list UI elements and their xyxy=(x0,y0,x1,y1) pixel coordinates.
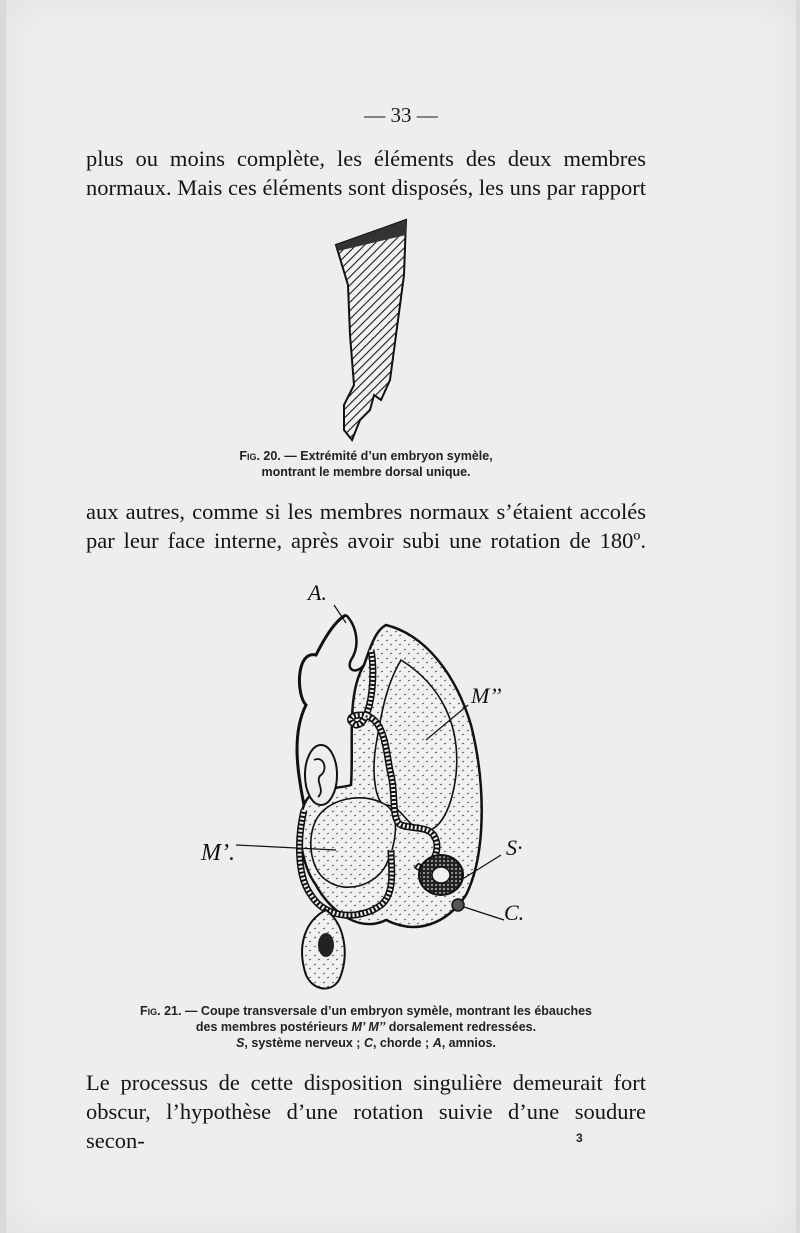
figure-21-caption-line3f: , amnios. xyxy=(441,1036,496,1050)
figure-21-drawing xyxy=(186,575,546,995)
figure-20-label: Fig. 20. xyxy=(239,449,281,463)
paragraph-bottom: Le processus de cette disposition singulière demeurait fort obscur, l’hypothèse d’une rotation suivie d’une soudure secon- xyxy=(86,1070,646,1153)
figure-21-label: Fig. 21. xyxy=(139,1004,182,1018)
figure-21-caption-line2a: des membres postérieurs xyxy=(195,1020,352,1034)
figure-21-caption-line3c: C xyxy=(363,1036,373,1050)
figure-21-caption-line1: — Coupe transversale d’un embryon symèle, montrant les ébauches xyxy=(184,1004,593,1018)
figure-20-drawing xyxy=(326,215,426,450)
page-number: — 33 — xyxy=(364,103,438,127)
signature-mark: 3 xyxy=(576,1131,583,1145)
figure-20-caption-line1: — Extrémité d’un embryon symèle, xyxy=(284,449,493,463)
paragraph-top: plus ou moins complète, les éléments des deux membres normaux. Mais ces éléments sont disposés, les uns par rapport xyxy=(86,146,646,200)
book-page xyxy=(6,0,796,1233)
figure-21-caption xyxy=(106,1003,626,1051)
figure-21-label-m1: M’. xyxy=(201,840,235,866)
figure-21-caption-line2c: dorsalement redressées. xyxy=(385,1020,537,1034)
figure-21-caption-line3a: S xyxy=(236,1036,245,1050)
figure-21-caption-line3e: A xyxy=(432,1036,442,1050)
figure-21-label-m2: M’’ xyxy=(471,683,502,708)
figure-20-caption-line2: montrant le membre dorsal unique. xyxy=(261,465,471,479)
figure-21-caption-line3b: , système nerveux ; xyxy=(244,1036,364,1050)
paragraph-middle: aux autres, comme si les membres normaux s’étaient accolés par leur face interne, après avoir subi une rotation de 180º. xyxy=(86,499,646,553)
figure-20-caption xyxy=(86,448,646,480)
figure-21-label-s: S· xyxy=(506,835,523,860)
figure-21-label-a: A. xyxy=(308,580,327,605)
figure-21-caption-line2b: M’ M’’ xyxy=(351,1020,386,1034)
figure-21-label-c: C. xyxy=(504,900,525,925)
figure-21-caption-line3d: , chorde ; xyxy=(372,1036,433,1050)
